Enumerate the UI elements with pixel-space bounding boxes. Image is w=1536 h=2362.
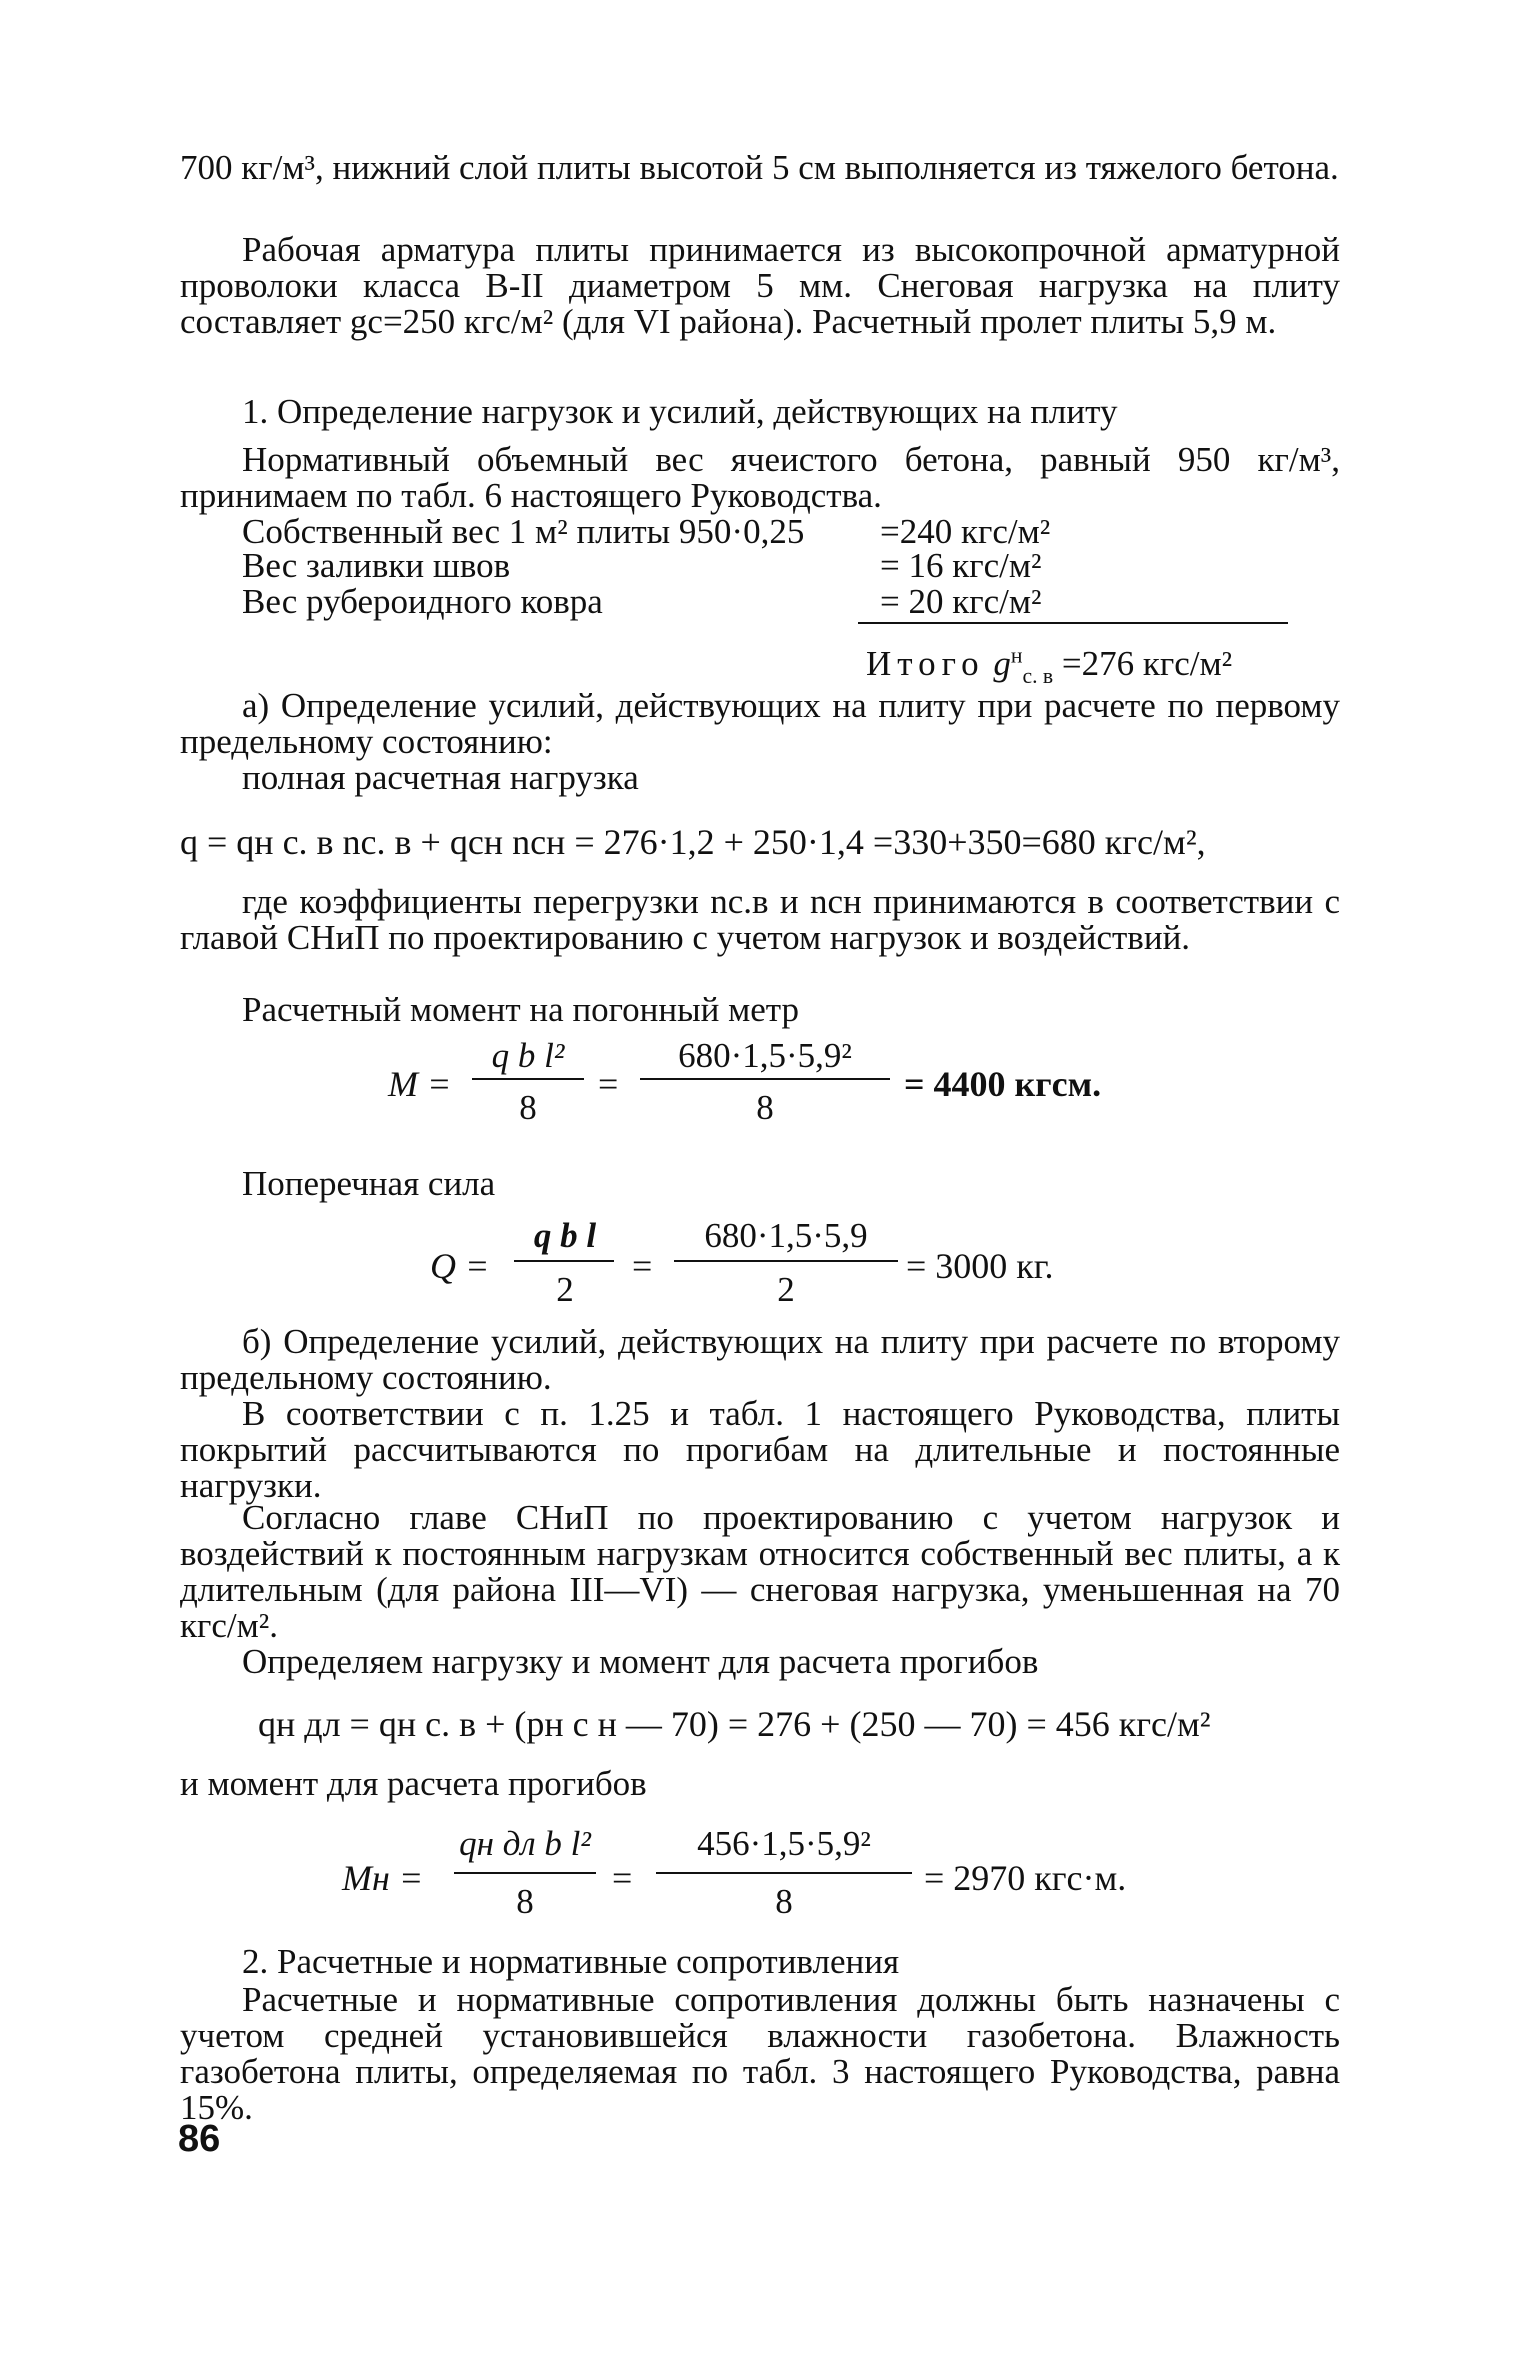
formula-Mn-denominator-2: 8 — [775, 1882, 793, 1921]
total-sup: н — [1010, 643, 1023, 668]
paragraph-snip-loads: Согласно главе СНиП по проектированию с учетом нагрузок и воздействий к постоянным нагрузкам относится собственный вес плиты, а к длительным (для района III—VI) — снеговая нагрузка, уменьшенная на 70 кгс/м². — [180, 1498, 1340, 1645]
paragraph-shear-label: Поперечная сила — [242, 1164, 496, 1203]
formula-Mn-result: = 2970 кгс·м. — [924, 1858, 1127, 1898]
paragraph-case-b: б) Определение усилий, действующих на плиту при расчете по второму предельному состоянию. — [180, 1322, 1340, 1397]
total-sub: с. в — [1022, 664, 1054, 688]
formula-M-result: = 4400 кгсм. — [904, 1064, 1102, 1104]
paragraph-coefficients: где коэффициенты перегрузки nс.в и nсн принимаются в соответствии с главой СНиП по проектированию с учетом нагрузок и воздействий. — [180, 882, 1340, 957]
paragraph-reinforcement: Рабочая арматура плиты принимается из высокопрочной арматурной проволоки класса В-II диаметром 5 мм. Снеговая нагрузка на плиту составляет gс=250 кгс/м² (для VI района). Расчетный пролет плиты 5,9 м. — [180, 230, 1340, 341]
formula-q: q = qн с. в nс. в + qсн nсн = 276·1,2 + 250·1,4 =330+350=680 кгс/м², — [180, 822, 1206, 862]
load-row-value: = 20 кгс/м² — [880, 582, 1042, 621]
formula-Q-denominator-1: 2 — [556, 1270, 574, 1309]
paragraph-snip-125: В соответствии с п. 1.25 и табл. 1 настоящего Руководства, плиты покрытий рассчитываются по прогибам на длительные и постоянные нагрузки. — [180, 1394, 1340, 1505]
formula-Mn-numerator-1: qн дл b l² — [459, 1824, 591, 1863]
fraction-bar — [454, 1872, 596, 1874]
total-label: Итого — [866, 644, 985, 683]
paragraph-moment-label: Расчетный момент на погонный метр — [242, 990, 800, 1029]
load-row-label: Вес рубероидного ковра — [242, 582, 603, 621]
total-symbol: g — [993, 644, 1011, 683]
formula-Q-lhs: Q = — [430, 1246, 490, 1286]
section-heading-1: 1. Определение нагрузок и усилий, действующих на плиту — [242, 392, 1118, 431]
formula-Q-numerator-2: 680·1,5·5,9 — [704, 1216, 868, 1255]
paragraph-define-load: Определяем нагрузку и момент для расчета прогибов — [242, 1642, 1039, 1681]
load-row-value: =240 кгс/м² — [880, 512, 1051, 551]
load-row-value: = 16 кгс/м² — [880, 546, 1042, 585]
fraction-bar — [514, 1260, 614, 1262]
load-row-label: Собственный вес 1 м² плиты 950·0,25 — [242, 512, 805, 551]
paragraph-intro: 700 кг/м³, нижний слой плиты высотой 5 см выполняется из тяжелого бетона. — [180, 148, 1339, 187]
total-value: =276 кгс/м² — [1061, 644, 1233, 683]
formula-Mn-numerator-2: 456·1,5·5,9² — [697, 1824, 871, 1863]
fraction-bar — [674, 1260, 898, 1262]
page-number: 86 — [178, 2118, 221, 2160]
formula-M-lhs: M = — [388, 1064, 452, 1104]
fraction-bar — [656, 1872, 912, 1874]
paragraph-full-load: полная расчетная нагрузка — [242, 758, 639, 797]
fraction-bar — [472, 1078, 584, 1080]
formula-M-equals: = — [598, 1064, 619, 1104]
total-row — [866, 643, 1233, 688]
load-row-label: Вес заливки швов — [242, 546, 511, 585]
formula-M-numerator-1: q b l² — [491, 1036, 565, 1075]
formula-Q-denominator-2: 2 — [777, 1270, 795, 1309]
formula-Mn-denominator-1: 8 — [516, 1882, 534, 1921]
paragraph-and-moment: и момент для расчета прогибов — [180, 1764, 647, 1803]
formula-Q-numerator-1: q b l — [533, 1216, 597, 1255]
formula-Q-result: = 3000 кг. — [906, 1246, 1054, 1286]
formula-qdl: qн дл = qн с. в + (pн с н — 70) = 276 + (250 — 70) = 456 кгс/м² — [258, 1704, 1211, 1744]
paragraph-resistances: Расчетные и нормативные сопротивления должны быть назначены с учетом средней установившейся влажности газобетона. Влажность газобетона плиты, определяемая по табл. 3 настоящего Руководства, равна 15%. — [180, 1980, 1340, 2127]
formula-Mn-lhs: Mн = — [342, 1858, 424, 1898]
paragraph-norm-weight: Нормативный объемный вес ячеистого бетона, равный 950 кг/м³, принимаем по табл. 6 настоящего Руководства. — [180, 440, 1340, 515]
formula-M-denominator-1: 8 — [519, 1088, 537, 1127]
fraction-bar — [640, 1078, 890, 1080]
formula-Q-equals: = — [632, 1246, 653, 1286]
sum-line — [858, 622, 1288, 624]
formula-M-denominator-2: 8 — [756, 1088, 774, 1127]
formula-M-numerator-2: 680·1,5·5,9² — [678, 1036, 852, 1075]
paragraph-case-a: а) Определение усилий, действующих на плиту при расчете по первому предельному состоянию: — [180, 686, 1340, 761]
section-heading-2: 2. Расчетные и нормативные сопротивления — [242, 1942, 900, 1981]
formula-Mn-equals: = — [612, 1858, 633, 1898]
